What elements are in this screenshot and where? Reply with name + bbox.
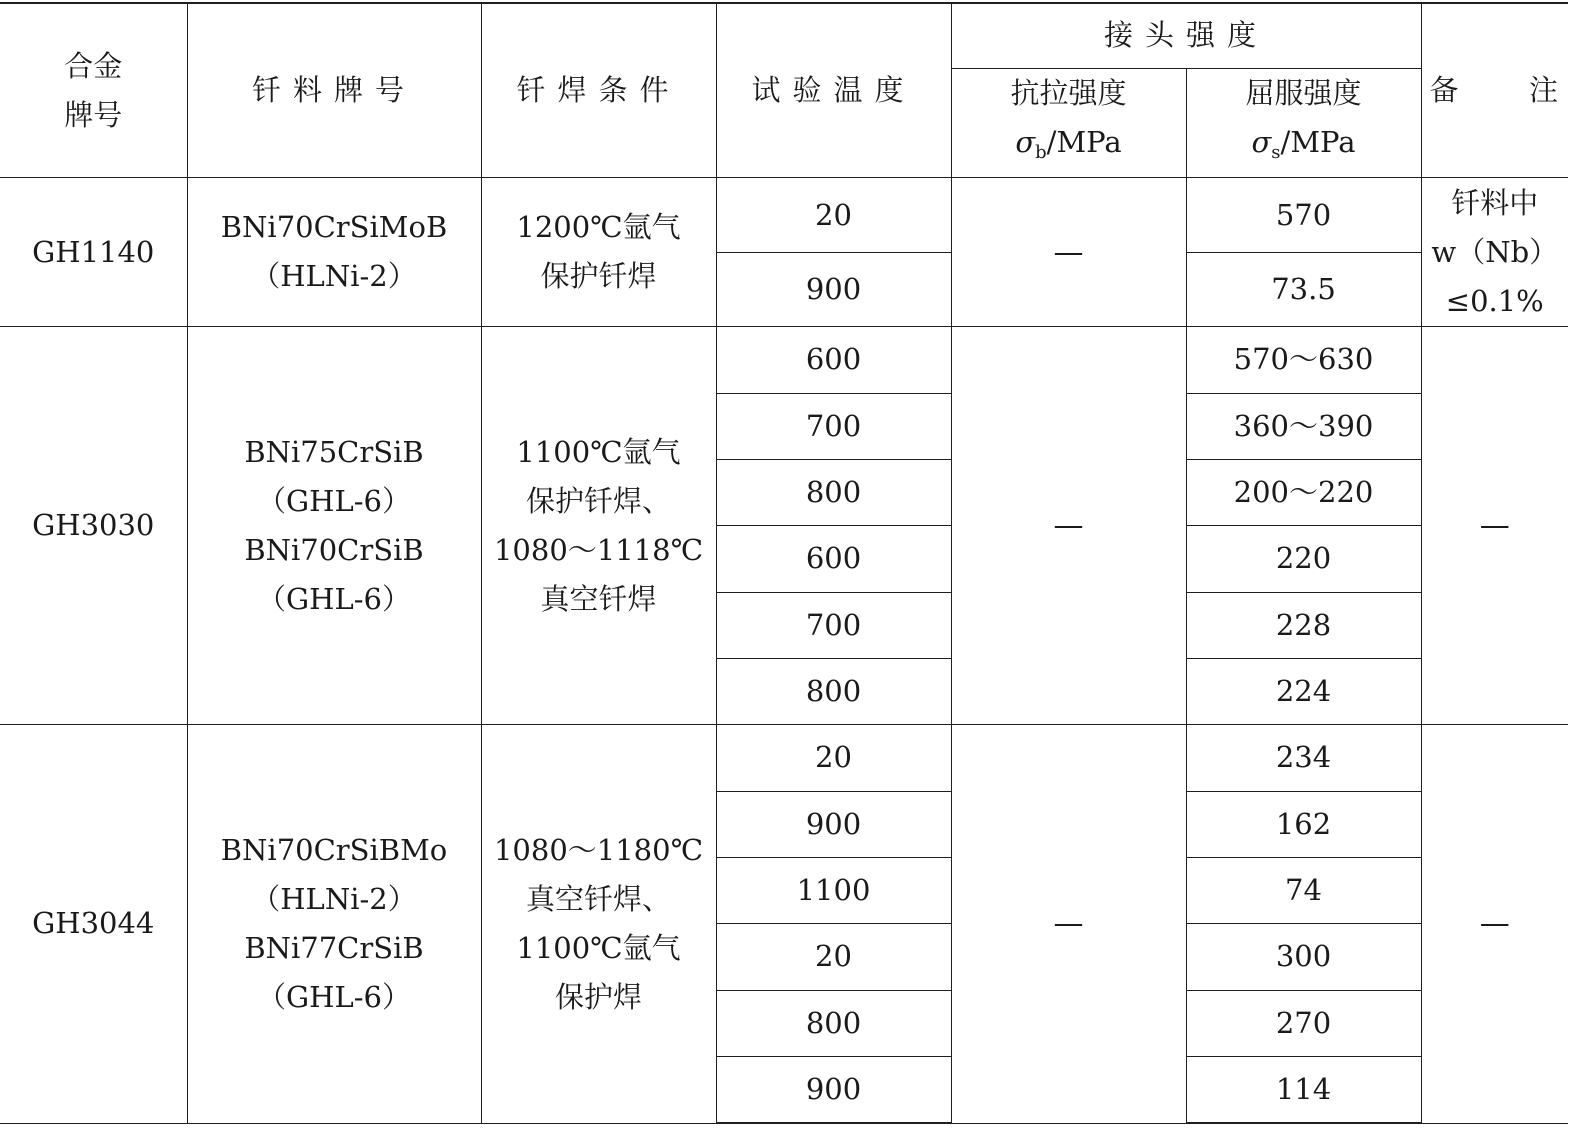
condition-cell bbox=[481, 327, 716, 725]
tensile-unit-text: /MPa bbox=[1046, 125, 1122, 160]
condition-line: 1100℃氩气 bbox=[516, 434, 681, 469]
test-temperature-cell: 800 bbox=[716, 658, 951, 724]
table-row bbox=[0, 725, 1568, 791]
yield-sigma-symbol: σ bbox=[1251, 125, 1272, 160]
condition-line: 真空钎焊、 bbox=[525, 881, 671, 916]
yield-strength-cell: 73.5 bbox=[1186, 252, 1421, 326]
filler-line: BNi70CrSiBMo bbox=[220, 832, 448, 867]
condition-cell bbox=[481, 725, 716, 1123]
yield-strength-cell: 114 bbox=[1186, 1056, 1421, 1123]
filler-cell bbox=[187, 178, 481, 327]
yield-strength-cell: 300 bbox=[1186, 924, 1421, 990]
header-remark-char-1: 备 bbox=[1429, 73, 1459, 108]
test-temperature-cell: 20 bbox=[716, 725, 951, 791]
condition-line: 1100℃氩气 bbox=[516, 930, 681, 965]
test-temperature-cell: 20 bbox=[716, 178, 951, 252]
test-temperature-cell: 600 bbox=[716, 526, 951, 592]
filler-cell bbox=[187, 327, 481, 725]
test-temperature-cell: 600 bbox=[716, 327, 951, 393]
filler-line: （HLNi-2） bbox=[251, 881, 417, 916]
yield-strength-cell: 220 bbox=[1186, 526, 1421, 592]
remark-cell bbox=[1421, 327, 1568, 725]
remark-line: — bbox=[1479, 508, 1510, 544]
filler-line: （GHL-6） bbox=[257, 581, 411, 616]
condition-line: 1080～1180℃ bbox=[493, 832, 704, 867]
tensile-strength-cell: — bbox=[951, 178, 1186, 327]
yield-strength-cell: 224 bbox=[1186, 658, 1421, 724]
tensile-strength-cell: — bbox=[951, 327, 1186, 725]
yield-strength-cell: 270 bbox=[1186, 990, 1421, 1056]
tensile-label: 抗拉强度 bbox=[1010, 76, 1127, 111]
yield-label: 屈服强度 bbox=[1245, 76, 1362, 111]
header-row-1 bbox=[0, 3, 1568, 68]
yield-strength-cell: 228 bbox=[1186, 592, 1421, 658]
test-temperature-cell: 20 bbox=[716, 924, 951, 990]
header-tensile-strength bbox=[951, 68, 1186, 178]
condition-line: 1200℃氩气 bbox=[516, 210, 681, 245]
header-remark-char-2: 注 bbox=[1529, 73, 1559, 108]
alloy-cell: GH1140 bbox=[0, 178, 187, 327]
header-alloy-line-1: 合金 bbox=[64, 48, 123, 83]
header-filler: 钎料牌号 bbox=[187, 3, 481, 178]
test-temperature-cell: 800 bbox=[716, 459, 951, 525]
yield-unit bbox=[1187, 118, 1421, 177]
tensile-sigma-symbol: σ bbox=[1015, 125, 1036, 160]
remark-line: — bbox=[1479, 906, 1510, 942]
remark-line: ≤0.1% bbox=[1445, 283, 1544, 318]
filler-line: BNi70CrSiB bbox=[244, 532, 424, 567]
test-temperature-cell: 900 bbox=[716, 252, 951, 326]
remark-line: 钎料中 bbox=[1451, 185, 1539, 220]
condition-cell bbox=[481, 178, 716, 327]
tensile-subscript: b bbox=[1035, 142, 1047, 164]
yield-strength-cell: 74 bbox=[1186, 857, 1421, 923]
remark-line: w（Nb） bbox=[1431, 234, 1559, 269]
test-temperature-cell: 900 bbox=[716, 791, 951, 857]
condition-line: 保护钎焊 bbox=[540, 259, 657, 294]
yield-strength-cell: 162 bbox=[1186, 791, 1421, 857]
header-condition: 钎焊条件 bbox=[481, 3, 716, 178]
yield-strength-cell: 570 bbox=[1186, 178, 1421, 252]
filler-line: （GHL-6） bbox=[257, 483, 411, 518]
header-alloy bbox=[0, 3, 187, 178]
table-row bbox=[0, 327, 1568, 393]
yield-strength-cell: 570～630 bbox=[1186, 327, 1421, 393]
condition-line: 1080～1118℃ bbox=[493, 532, 704, 567]
table-body bbox=[0, 3, 1568, 1123]
filler-line: （GHL-6） bbox=[257, 979, 411, 1014]
header-yield-strength bbox=[1186, 68, 1421, 178]
test-temperature-cell: 1100 bbox=[716, 857, 951, 923]
yield-strength-cell: 234 bbox=[1186, 725, 1421, 791]
test-temperature-cell: 700 bbox=[716, 393, 951, 459]
tensile-unit bbox=[952, 118, 1186, 177]
table-row bbox=[0, 178, 1568, 252]
header-test-temperature: 试验温度 bbox=[716, 3, 951, 178]
alloy-cell: GH3044 bbox=[0, 725, 187, 1123]
alloy-cell: GH3030 bbox=[0, 327, 187, 725]
filler-cell bbox=[187, 725, 481, 1123]
yield-unit-text: /MPa bbox=[1280, 125, 1356, 160]
condition-line: 真空钎焊 bbox=[540, 581, 657, 616]
yield-strength-cell: 200～220 bbox=[1186, 459, 1421, 525]
filler-line: （HLNi-2） bbox=[251, 259, 417, 294]
yield-subscript: s bbox=[1271, 142, 1281, 164]
brazed-joint-strength-table bbox=[0, 2, 1568, 1124]
test-temperature-cell: 700 bbox=[716, 592, 951, 658]
condition-line: 保护焊 bbox=[554, 979, 642, 1014]
header-alloy-line-2: 牌号 bbox=[64, 97, 123, 132]
test-temperature-cell: 900 bbox=[716, 1056, 951, 1123]
condition-line: 保护钎焊、 bbox=[525, 483, 671, 518]
header-joint-strength: 接头强度 bbox=[951, 3, 1421, 68]
filler-line: BNi75CrSiB bbox=[244, 434, 424, 469]
tensile-strength-cell: — bbox=[951, 725, 1186, 1123]
remark-cell bbox=[1421, 725, 1568, 1123]
remark-cell bbox=[1421, 178, 1568, 327]
header-remark bbox=[1421, 3, 1568, 178]
filler-line: BNi77CrSiB bbox=[244, 930, 424, 965]
filler-line: BNi70CrSiMoB bbox=[220, 210, 448, 245]
test-temperature-cell: 800 bbox=[716, 990, 951, 1056]
yield-strength-cell: 360～390 bbox=[1186, 393, 1421, 459]
